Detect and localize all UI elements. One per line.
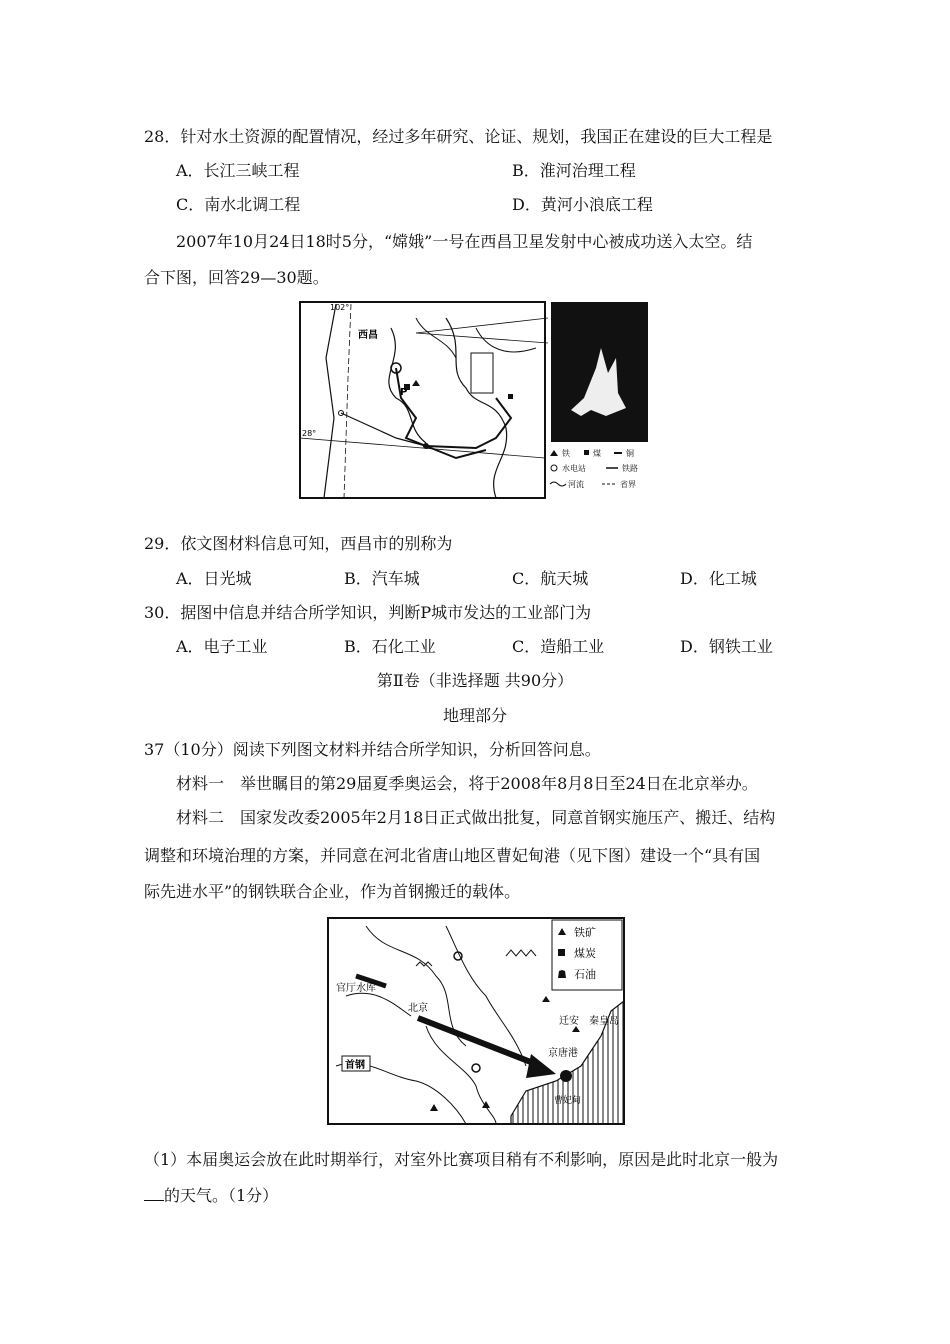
q37-material-2-line-1: 材料二 国家发改委2005年2月18日正式做出批复，同意首钢实施压产、搬迁、结构 xyxy=(176,808,776,827)
longitude-label: 102° xyxy=(330,303,350,312)
q29-stem: 29．依文图材料信息可知，西昌市的别称为 xyxy=(144,534,453,553)
q29-option-d: D．化工城 xyxy=(680,569,757,588)
q30-option-d: D．钢铁工业 xyxy=(680,637,773,656)
q28-option-a: A．长江三峡工程 xyxy=(176,161,300,180)
xichang-map xyxy=(296,298,652,502)
q30-stem: 30．据图中信息并结合所学知识，判断P城市发达的工业部门为 xyxy=(144,603,592,622)
jingtang-label: 京唐港 xyxy=(548,1048,578,1059)
section-subtitle: 地理部分 xyxy=(442,706,507,725)
latitude-label: 28° xyxy=(302,429,317,438)
q28-option-b: B．淮河治理工程 xyxy=(512,161,636,180)
q28-option-d: D．黄河小浪底工程 xyxy=(512,195,653,214)
q37-material-1: 材料一 举世瞩目的第29届夏季奥运会，将于2008年8月8日至24日在北京举办。 xyxy=(176,774,758,793)
legend-hydro-icon xyxy=(551,465,557,471)
q37-material-2-line-3: 际先进水平”的钢铁联合企业，作为首钢搬迁的载体。 xyxy=(144,882,521,901)
legend-border: 省界 xyxy=(620,480,636,489)
q29-option-c: C．航天城 xyxy=(512,569,589,588)
intro-line-2: 合下图，回答29—30题。 xyxy=(144,268,329,287)
legend-oil: 石油 xyxy=(574,968,596,981)
q29-option-a: A．日光城 xyxy=(176,569,252,588)
p-city-label: P xyxy=(400,387,408,398)
legend-iron: 铁 xyxy=(562,449,570,458)
caofeidian-label: 曹妃甸 xyxy=(554,1096,582,1106)
q29-option-b: B．汽车城 xyxy=(344,569,420,588)
sub1-line-2 xyxy=(144,1186,278,1206)
q30-option-b: B．石化工业 xyxy=(344,637,436,656)
q37-stem: 37（10分）阅读下列图文材料并结合所学知识，分析回答问息。 xyxy=(144,740,601,759)
legend-hydro: 水电站 xyxy=(562,464,586,473)
q37-material-2-line-2: 调整和环境治理的方案，并同意在河北省唐山地区曹妃甸港（见下图）建设一个“具有国 xyxy=(144,846,761,865)
legend-railway: 铁路 xyxy=(622,464,638,473)
shougang-label: 首钢 xyxy=(345,1060,365,1071)
beijing-label: 北京 xyxy=(408,1003,428,1014)
legend-iron-ore: 铁矿 xyxy=(574,926,596,939)
caofeidian-map xyxy=(326,916,628,1126)
legend-river-icon xyxy=(550,482,566,486)
legend-iron-icon xyxy=(550,450,558,456)
qinhuangdao-label: 秦皇岛 xyxy=(589,1016,619,1027)
legend-copper: 铜 xyxy=(626,449,634,458)
sub1-line-2-text: 的天气。（1分） xyxy=(164,1186,279,1205)
q28-option-c: C．南水北调工程 xyxy=(176,195,301,214)
legend-oil-icon xyxy=(558,970,566,978)
q30-option-c: C．造船工业 xyxy=(512,637,605,656)
qianan-label: 迁安 xyxy=(559,1016,579,1027)
reservoir-label: 官厅水库 xyxy=(336,983,376,994)
q30-option-a: A．电子工业 xyxy=(176,637,268,656)
legend-coal: 煤 xyxy=(593,449,601,458)
section-title: 第Ⅱ卷（非选择题 共90分） xyxy=(376,671,574,690)
answer-blank[interactable] xyxy=(144,1186,164,1201)
legend-river: 河流 xyxy=(568,480,584,489)
sub1-line-1: （1）本届奥运会放在此时期举行，对室外比赛项目稍有不利影响，原因是此时北京一般为 xyxy=(144,1150,779,1169)
xichang-label: 西昌 xyxy=(358,330,378,341)
legend-copper-icon xyxy=(614,452,622,454)
legend-coal-icon xyxy=(558,949,565,956)
legend-coal-2: 煤炭 xyxy=(574,947,596,960)
q28-stem: 28．针对水土资源的配置情况，经过多年研究、论证、规划，我国正在建设的巨大工程是 xyxy=(144,127,773,146)
intro-line-1: 2007年10月24日18时5分，“嫦娥”一号在西昌卫星发射中心被成功送入太空。结 xyxy=(176,232,753,251)
legend-coal-icon xyxy=(584,450,589,455)
